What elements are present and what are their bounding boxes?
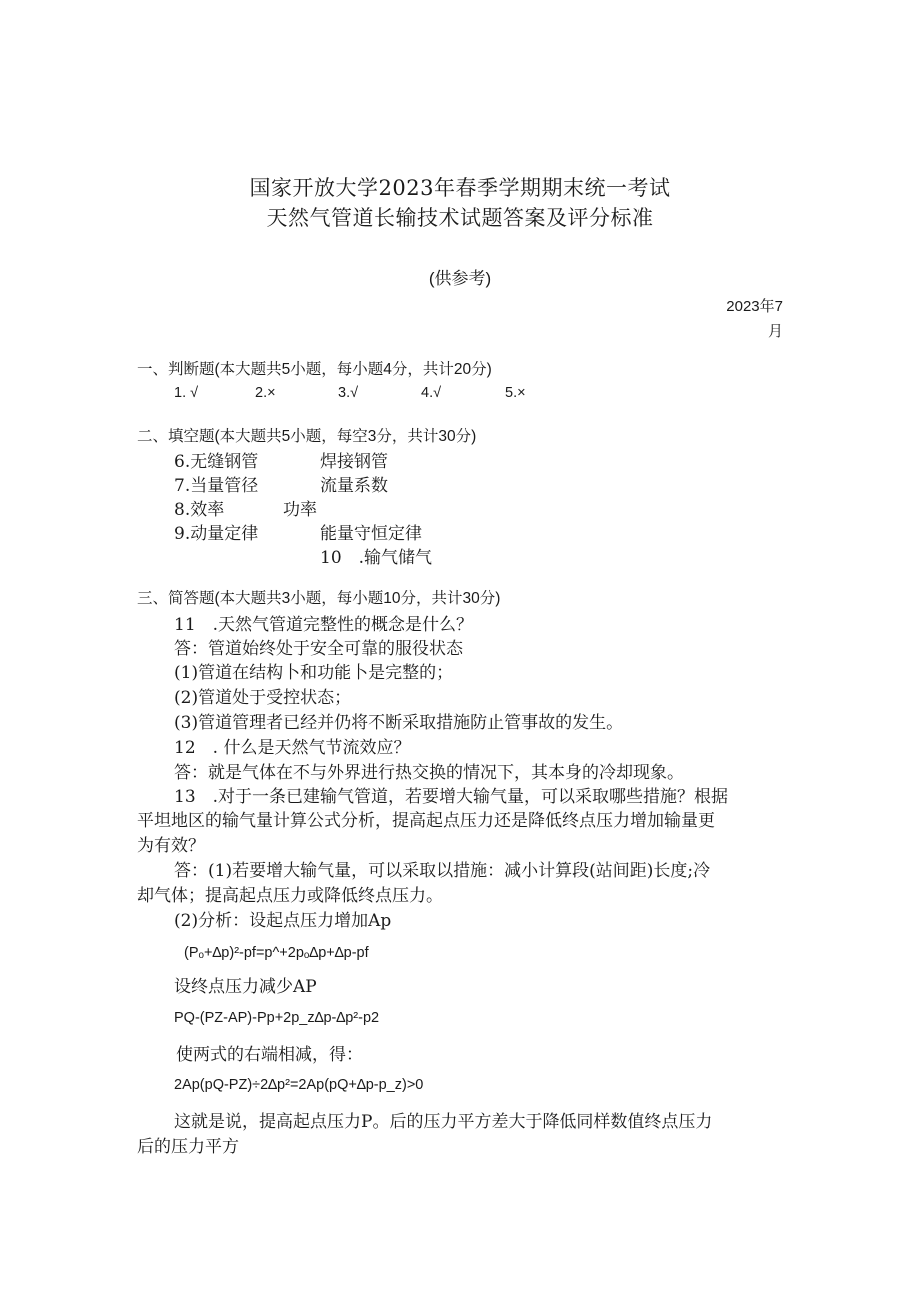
q11-answer: 答：管道始终处于安全可靠的服役状态 <box>174 639 463 659</box>
q12-question: 12 . 什么是天然气节流效应？ <box>174 738 411 758</box>
fill-10: 10 .输气储气 <box>320 548 433 568</box>
q11-point-2: (2)管道处于受控状态； <box>174 688 352 708</box>
fill-6-b: 焊接钢管 <box>320 452 388 472</box>
formula-3: 2Ap(pQ-PZ)÷2∆p²=2Ap(pQ+∆p-p_z)>0 <box>174 1077 424 1093</box>
q13-answer-line-2: 却气体；提高起点压力或降低终点压力。 <box>137 886 443 906</box>
title-line-2: 天然气管道长输技术试题答案及评分标准 <box>266 206 654 230</box>
fill-8-a: 8.效率 <box>174 500 225 520</box>
fill-6-a: 6.无缝钢管 <box>174 452 259 472</box>
q13-conclusion-line-2: 后的压力平方 <box>137 1137 239 1157</box>
section3-heading: 三、简答题(本大题共3小题，每小题10分，共计30分) <box>137 590 501 607</box>
q13-answer-line-1: 答：(1)若要增大输气量，可以采取以措施：减小计算段(站间距)长度;冷 <box>174 861 711 881</box>
judge-answer-2: 2.× <box>255 385 276 401</box>
q11-point-3: (3)管道管理者已经并仍将不断采取措施防止管事故的发生。 <box>174 713 624 733</box>
judge-answer-1: 1. √ <box>174 385 199 401</box>
section1-heading: 一、判断题(本大题共5小题，每小题4分，共计20分) <box>137 361 492 378</box>
fill-9-b: 能量守恒定律 <box>320 524 422 544</box>
q13-analysis: (2)分析：设起点压力增加Ap <box>174 911 392 931</box>
fill-9-a: 9.动量定律 <box>174 524 259 544</box>
judge-answer-4: 4.√ <box>421 385 442 401</box>
formula-1: (Pₒ+∆p)²-pf=p^+2pₒ∆p+∆p-pf <box>184 945 369 961</box>
q13-question-line-3: 为有效？ <box>137 836 205 856</box>
reference-note: (供参考) <box>428 269 492 288</box>
q11-question: 11 .天然气管道完整性的概念是什么？ <box>174 615 474 635</box>
fill-7-a: 7.当量管径 <box>174 476 259 496</box>
judge-answer-3: 3.√ <box>338 385 359 401</box>
q13-question-line-1: 13 .对于一条已建输气管道，若要增大输气量，可以采取哪些措施？根据 <box>174 787 729 807</box>
q13-question-line-2: 平坦地区的输气量计算公式分析，提高起点压力还是降低终点压力增加输量更 <box>137 811 715 831</box>
judge-answer-5: 5.× <box>505 385 526 401</box>
q13-subtract: 使两式的右端相减，得： <box>176 1045 363 1065</box>
q13-end-pressure: 设终点压力减少AP <box>174 977 317 997</box>
title-line-1: 国家开放大学2023年春季学期期末统一考试 <box>249 176 671 200</box>
fill-8-b: 功率 <box>283 500 317 520</box>
q12-answer: 答：就是气体在不与外界进行热交换的情况下，其本身的冷却现象。 <box>174 763 684 783</box>
formula-2: PQ-(PZ-AP)-Pp+2p_z∆p-∆p²-p2 <box>174 1010 380 1026</box>
q11-point-1: (1)管道在结构卜和功能卜是完整的； <box>174 663 454 683</box>
q13-conclusion-line-1: 这就是说，提高起点压力P。后的压力平方差大于降低同样数值终点压力 <box>174 1112 713 1132</box>
date-line-1: 2023年7 <box>726 298 783 315</box>
fill-7-b: 流量系数 <box>320 476 388 496</box>
date-line-2: 月 <box>767 323 783 340</box>
section2-heading: 二、填空题(本大题共5小题，每空3分，共计30分) <box>137 428 477 445</box>
